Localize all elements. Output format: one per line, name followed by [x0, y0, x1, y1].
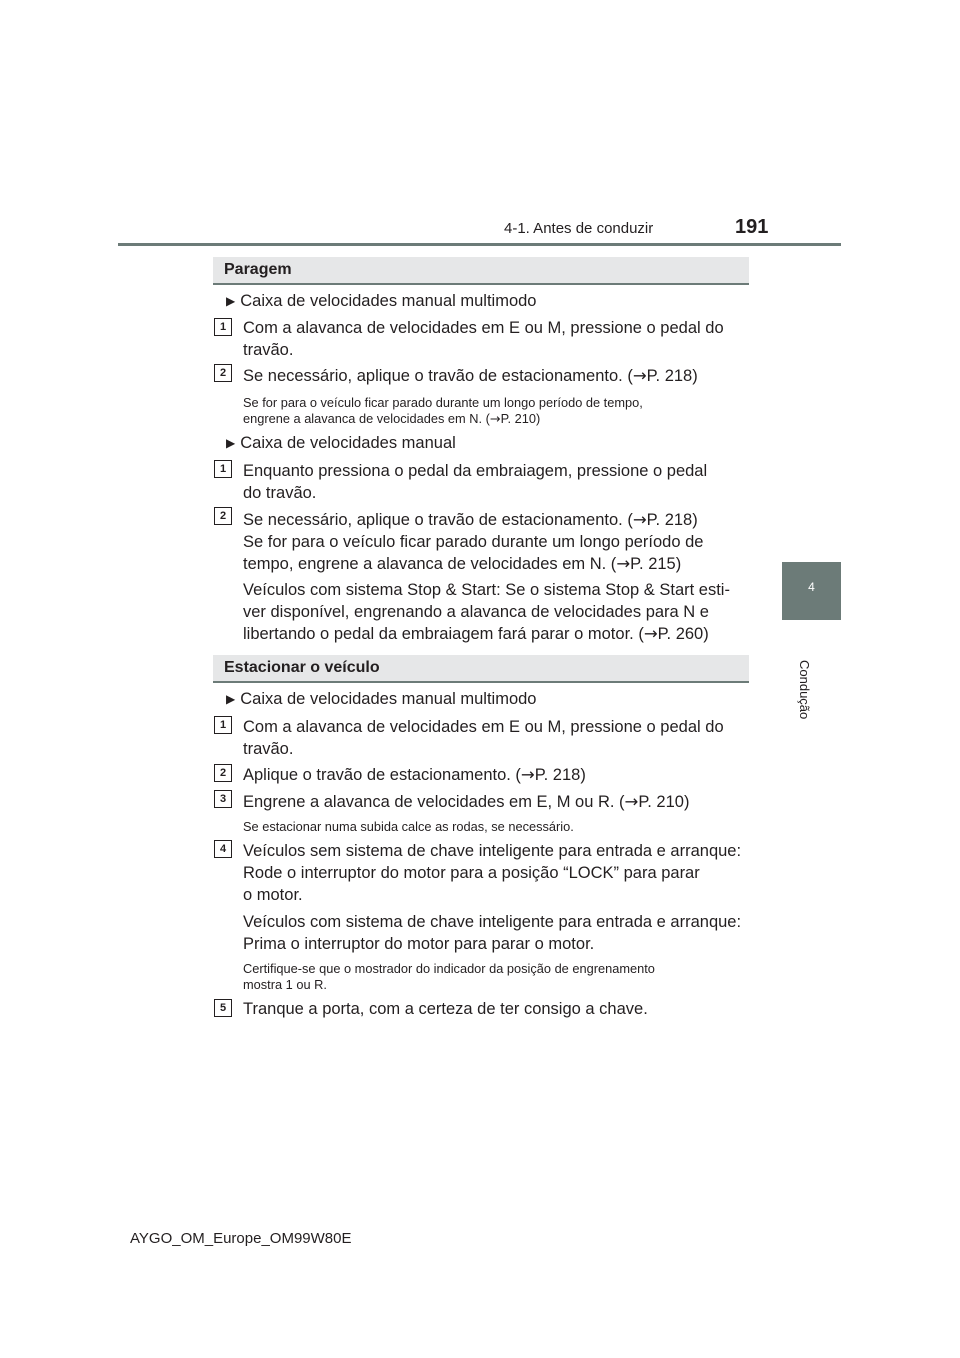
- triangle-bullet-icon: ▶: [226, 692, 236, 706]
- step-text: tempo, engrene a alavanca de velocidades em N. (→P. 215): [243, 554, 682, 573]
- triangle-bullet-icon: ▶: [226, 294, 236, 308]
- section-title-estacionar: Estacionar o veículo: [213, 655, 749, 683]
- section-title-paragem: Paragem: [213, 257, 749, 285]
- arrow-right-icon: →: [624, 792, 639, 811]
- step-number-badge: 2: [214, 764, 232, 782]
- arrow-right-icon: →: [632, 510, 647, 529]
- arrow-right-icon: →: [643, 624, 658, 643]
- subheading-manual: ▶ Caixa de velocidades manual: [226, 434, 456, 452]
- step-text: travão.: [243, 740, 294, 758]
- note-text: Se for para o veículo ficar parado durante um longo período de tempo,: [243, 395, 643, 410]
- step-text: Com a alavanca de velocidades em E ou M, pressione o pedal do: [243, 718, 724, 736]
- step-text: Se necessário, aplique o travão de estacionamento. (→P. 218): [243, 366, 698, 385]
- chapter-tab: [782, 562, 841, 620]
- step-text: Veículos sem sistema de chave inteligente para entrada e arranque:: [243, 842, 742, 860]
- chapter-number: 4: [808, 580, 815, 594]
- step-number-badge: 5: [214, 999, 232, 1017]
- document-code: AYGO_OM_Europe_OM99W80E: [130, 1230, 352, 1247]
- note-text: Certifique-se que o mostrador do indicador da posição de engrenamento: [243, 961, 655, 976]
- header-divider: [118, 243, 841, 246]
- note-text: mostra 1 ou R.: [243, 977, 327, 992]
- subheading-multimodo: ▶ Caixa de velocidades manual multimodo: [226, 690, 537, 708]
- step-number-badge: 4: [214, 840, 232, 858]
- step-text: Se necessário, aplique o travão de estacionamento. (→P. 218): [243, 510, 698, 529]
- arrow-right-icon: →: [489, 412, 501, 427]
- arrow-right-icon: →: [616, 554, 631, 573]
- triangle-bullet-icon: ▶: [226, 436, 236, 450]
- step-number-badge: 2: [214, 507, 232, 525]
- step-text: ver disponível, engrenando a alavanca de velocidades para N e: [243, 603, 709, 621]
- step-number-badge: 1: [214, 716, 232, 734]
- chapter-label: Condução: [797, 660, 812, 720]
- step-text: do travão.: [243, 484, 317, 502]
- arrow-right-icon: →: [632, 366, 647, 385]
- step-number-badge: 1: [214, 318, 232, 336]
- subheading-multimodo: ▶ Caixa de velocidades manual multimodo: [226, 292, 537, 310]
- step-text: Aplique o travão de estacionamento. (→P. 218): [243, 765, 586, 784]
- step-text: Enquanto pressiona o pedal da embraiagem, pressione o pedal: [243, 462, 708, 480]
- header-section: 4-1. Antes de conduzir: [504, 220, 654, 237]
- step-number-badge: 1: [214, 460, 232, 478]
- step-text: Veículos com sistema Stop & Start: Se o sistema Stop & Start esti-: [243, 581, 730, 599]
- step-text: Com a alavanca de velocidades em E ou M, pressione o pedal do: [243, 319, 724, 337]
- page-number: 191: [735, 216, 769, 238]
- step-number-badge: 2: [214, 364, 232, 382]
- step-text: Se for para o veículo ficar parado durante um longo período de: [243, 533, 704, 551]
- note-text: Se estacionar numa subida calce as rodas, se necessário.: [243, 819, 574, 834]
- step-text: travão.: [243, 341, 294, 359]
- step-text: Rode o interruptor do motor para a posição “LOCK” para parar: [243, 864, 700, 882]
- step-text: o motor.: [243, 886, 303, 904]
- arrow-right-icon: →: [520, 765, 535, 784]
- step-text: Prima o interruptor do motor para parar o motor.: [243, 935, 595, 953]
- step-text: Veículos com sistema de chave inteligente para entrada e arranque:: [243, 913, 742, 931]
- step-text: Engrene a alavanca de velocidades em E, M ou R. (→P. 210): [243, 792, 690, 811]
- step-number-badge: 3: [214, 790, 232, 808]
- note-text: engrene a alavanca de velocidades em N. (→P. 210): [243, 411, 541, 427]
- step-text: Tranque a porta, com a certeza de ter consigo a chave.: [243, 1000, 648, 1018]
- step-text: libertando o pedal da embraiagem fará parar o motor. (→P. 260): [243, 624, 709, 643]
